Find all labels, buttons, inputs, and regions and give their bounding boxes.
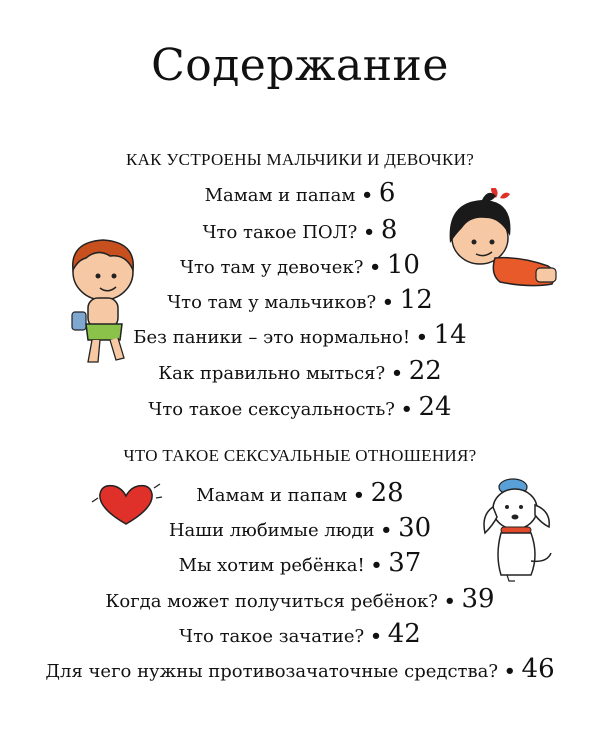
entry-label: Что там у девочек?: [180, 257, 364, 278]
separator-dot: •: [380, 520, 393, 541]
separator-dot: •: [391, 363, 403, 384]
boy-illustration-icon: [58, 232, 148, 372]
entry-page: 8: [380, 215, 398, 245]
separator-dot: •: [370, 555, 383, 576]
entry-label: Когда может получиться ребёнок?: [105, 591, 438, 612]
entry-label: Наши любимые люди: [168, 520, 375, 541]
entry-page: 28: [370, 478, 404, 508]
entry-label: Что там у мальчиков?: [167, 292, 377, 313]
entry-page: 39: [461, 584, 495, 614]
toc-entry[interactable]: [0, 584, 600, 617]
toc-entry[interactable]: [0, 654, 600, 687]
entry-page: 14: [433, 320, 467, 350]
heart-icon: [88, 480, 164, 528]
separator-dot: •: [400, 399, 413, 420]
entry-page: 30: [398, 513, 432, 543]
toc-entry[interactable]: [0, 392, 600, 425]
separator-dot: •: [416, 327, 428, 348]
separator-dot: •: [369, 257, 381, 278]
entry-label: Мы хотим ребёнка!: [178, 555, 365, 576]
entry-label: Для чего нужны противозачаточные средства?: [45, 661, 499, 682]
entry-page: 37: [388, 548, 422, 578]
entry-label: Мамам и папам: [196, 485, 348, 506]
separator-dot: •: [361, 185, 373, 206]
toc-entry[interactable]: [0, 619, 600, 652]
entry-page: 22: [408, 356, 442, 386]
entry-label: Как правильно мыться?: [158, 363, 386, 384]
entry-page: 12: [399, 285, 433, 315]
separator-dot: •: [363, 222, 375, 243]
separator-dot: •: [382, 292, 394, 313]
dog-illustration-icon: [477, 475, 557, 585]
entry-page: 24: [418, 392, 452, 422]
entry-label: Что такое зачатие?: [179, 626, 365, 647]
section-heading-1: КАК УСТРОЕНЫ МАЛЬЧИКИ И ДЕВОЧКИ?: [125, 150, 475, 169]
entry-page: 46: [521, 654, 555, 684]
entry-label: Без паники – это нормально!: [133, 327, 411, 348]
section-heading-2: ЧТО ТАКОЕ СЕКСУАЛЬНЫЕ ОТНОШЕНИЯ?: [123, 446, 477, 465]
entry-label: Мамам и папам: [204, 185, 356, 206]
entry-page: 10: [386, 250, 420, 280]
separator-dot: •: [443, 591, 456, 612]
page-title: Содержание: [151, 40, 449, 91]
separator-dot: •: [504, 661, 516, 682]
girl-illustration-icon: [440, 188, 560, 303]
entry-page: 6: [378, 178, 396, 208]
entry-page: 42: [387, 619, 421, 649]
entry-label: Что такое ПОЛ?: [202, 222, 358, 243]
separator-dot: •: [353, 485, 365, 506]
separator-dot: •: [370, 626, 382, 647]
entry-label: Что такое сексуальность?: [148, 399, 395, 420]
